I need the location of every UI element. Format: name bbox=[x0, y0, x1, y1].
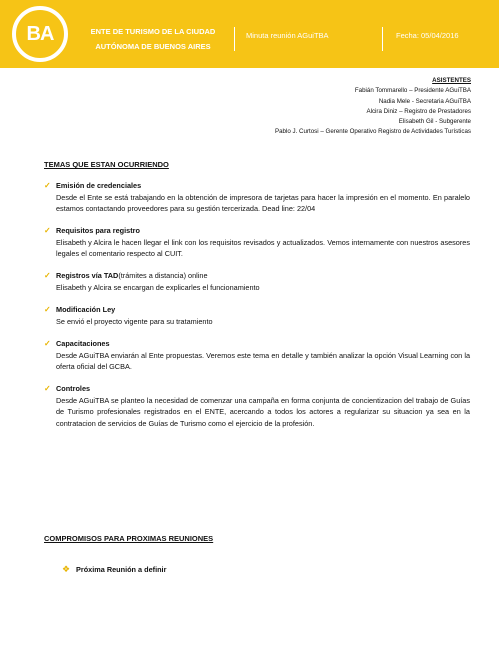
topic-body: Elisabeth y Alcira se encargan de explicarles el funcionamiento bbox=[56, 282, 260, 292]
topic-name: Requisitos para registro bbox=[56, 226, 140, 235]
logo-text: BA bbox=[26, 22, 54, 45]
ba-logo bbox=[12, 6, 68, 62]
topic-item bbox=[44, 180, 470, 215]
topic-name: Emisión de credenciales bbox=[56, 181, 142, 190]
attendee: Nadia Mele - Secretaria AGuiTBA bbox=[378, 97, 471, 105]
header-organization-line2: AUTÓNOMA DE BUENOS AIRES bbox=[95, 42, 211, 51]
attendee: Alcira Diniz – Registro de Prestadores bbox=[366, 107, 471, 115]
topic-body: Desde el Ente se está trabajando en la obtención de impresora de tarjetas para hacer la impresión en el momento. En paralelo estamos contactando proveedores para su gestión tercerizada. Dead line: 22/04 bbox=[56, 192, 470, 213]
attendee: Elisabeth Gil - Subgerente bbox=[398, 118, 471, 126]
topic-body: Elisabeth y Alcira le hacen llegar el link con los requisitos revisados y actualizados. Vemos internamente con nuestros asesores legales el comentario respecto al CUIT. bbox=[56, 237, 470, 258]
header-minuta: Minuta reunión AGuiTBA bbox=[246, 31, 329, 40]
topic-body: Desde AGuiTBA enviarán al Ente propuestas. Veremos este tema en detalle y también analizar la opción Visual Learning con la oferta oficial del GCBA. bbox=[56, 350, 470, 371]
topic-item bbox=[44, 338, 470, 373]
topic-name-extra: (trámites a distancia) online bbox=[118, 271, 208, 280]
topic-body: Se envió el proyecto vigente para su tratamiento bbox=[56, 316, 213, 326]
topic-item bbox=[44, 383, 470, 429]
topic-name: Controles bbox=[56, 384, 91, 393]
header-separator bbox=[382, 27, 383, 51]
next-meeting-item bbox=[62, 564, 166, 575]
check-icon: ✓ bbox=[44, 226, 51, 235]
topic-name: Modificación Ley bbox=[56, 305, 116, 314]
attendee: Fabián Tommarello – Presidente AGuiTBA bbox=[354, 87, 471, 95]
header-organization bbox=[78, 24, 228, 54]
topic-name: Registros vía TAD bbox=[56, 271, 119, 280]
topic-body: Desde AGuiTBA se planteo la necesidad de comenzar una campaña en forma conjunta de concientizacion del trabajo de Guías de Turismo profesionales registrados en el ENTE, acercando a todos los actores a regularizar su situacion ya sea en la contratacion de servicios de Guías de Turismo como el ejercicio de la profesión. bbox=[56, 395, 470, 428]
check-icon: ✓ bbox=[44, 271, 51, 280]
header-separator bbox=[234, 27, 235, 51]
attendees-title: ASISTENTES bbox=[432, 77, 471, 84]
attendees-block bbox=[275, 76, 471, 138]
attendee: Pablo J. Curtosi – Gerente Operativo Registro de Actividades Turísticas bbox=[274, 128, 471, 136]
check-icon: ✓ bbox=[44, 384, 51, 393]
topics-section-title: TEMAS QUE ESTAN OCURRIENDO bbox=[44, 160, 169, 169]
topic-name: Capacitaciones bbox=[56, 339, 110, 348]
diamond-bullet-icon: ❖ bbox=[62, 564, 71, 574]
check-icon: ✓ bbox=[44, 181, 51, 190]
topic-item bbox=[44, 225, 470, 260]
topic-item bbox=[44, 304, 470, 327]
check-icon: ✓ bbox=[44, 305, 51, 314]
topic-item bbox=[44, 270, 470, 293]
next-meeting-text: Próxima Reunión a definir bbox=[76, 565, 167, 574]
check-icon: ✓ bbox=[44, 339, 51, 348]
commitments-section-title: COMPROMISOS PARA PROXIMAS REUNIONES bbox=[44, 534, 214, 543]
document-header bbox=[0, 0, 499, 68]
header-organization-line1: ENTE DE TURISMO DE LA CIUDAD bbox=[90, 27, 216, 36]
header-fecha: Fecha: 05/04/2016 bbox=[396, 31, 459, 40]
